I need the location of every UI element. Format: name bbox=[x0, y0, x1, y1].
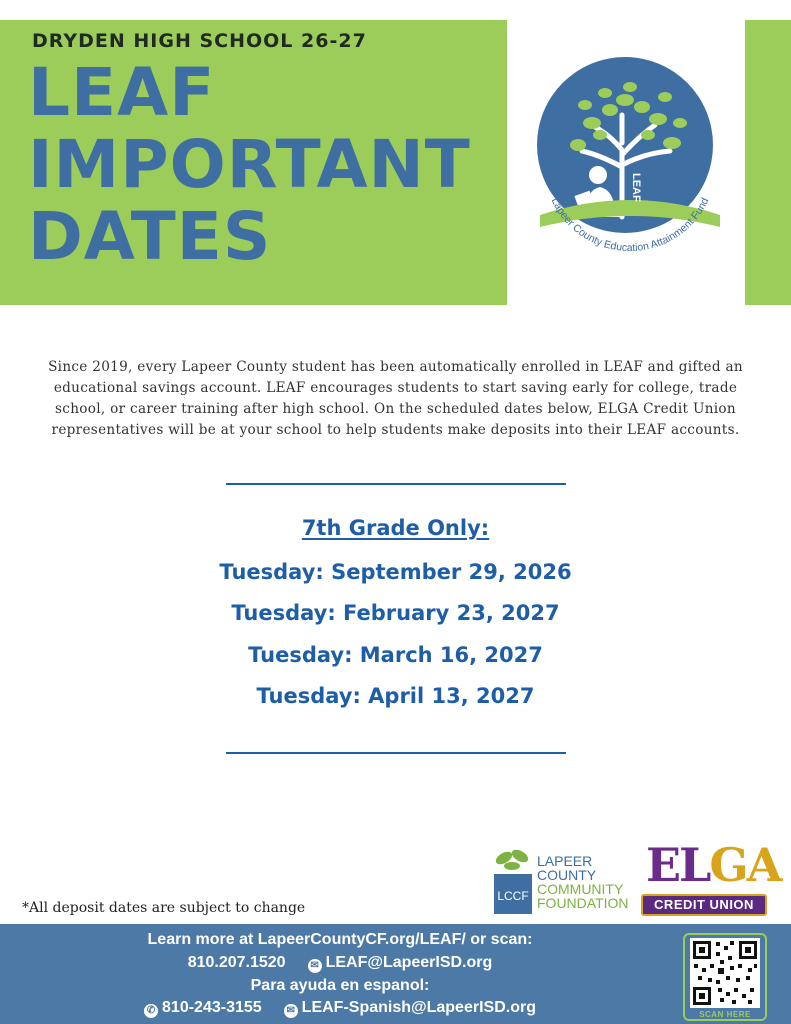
divider-top bbox=[226, 483, 566, 485]
lccf-line: COMMUNITY bbox=[537, 881, 624, 897]
footer-email[interactable]: LEAF@LapeerISD.org bbox=[325, 954, 493, 971]
footer-email-es[interactable]: LEAF-Spanish@LapeerISD.org bbox=[301, 999, 536, 1016]
elga-word-a: EL bbox=[646, 838, 710, 892]
date-item: Tuesday: February 23, 2027 bbox=[231, 601, 560, 625]
disclaimer-note: *All deposit dates are subject to change bbox=[22, 900, 306, 916]
date-item: Tuesday: March 16, 2027 bbox=[248, 643, 543, 667]
footer-phone-es[interactable]: 810-243-3155 bbox=[162, 999, 262, 1016]
lccf-line: FOUNDATION bbox=[537, 895, 629, 911]
schedule-heading: 7th Grade Only: bbox=[301, 516, 490, 540]
logo-ring-text: Lapeer County Education Attainment Fund bbox=[548, 195, 712, 255]
phone-icon: ✆ bbox=[144, 1004, 158, 1018]
leaves-icon bbox=[494, 848, 531, 870]
footer-spanish-row bbox=[0, 999, 680, 1018]
lccf-line: COUNTY bbox=[537, 867, 597, 883]
intro-paragraph: Since 2019, every Lapeer County student has been automatically enrolled in LEAF and gifted an educational savings account. LEAF encourages students to start saving early for college, trade school, or career training after high school. On the scheduled dates below, ELGA Credit Union representatives will be at your school to help students make deposits into their LEAF accounts. bbox=[48, 359, 743, 438]
elga-word-b: GA bbox=[709, 838, 781, 892]
email-icon: ✉ bbox=[308, 959, 322, 973]
elga-logo bbox=[646, 838, 780, 892]
leaf-logo bbox=[530, 55, 730, 270]
lccf-line: LAPEER bbox=[537, 853, 593, 869]
logo-letters: LEAF bbox=[630, 173, 642, 202]
email-icon: ✉ bbox=[284, 1004, 298, 1018]
footer-spanish-heading: Para ayuda en espanol: bbox=[250, 977, 430, 994]
title-line-2: IMPORTANT bbox=[28, 126, 471, 203]
lccf-name bbox=[537, 854, 629, 910]
divider-bottom bbox=[226, 752, 566, 754]
title-line-1: LEAF bbox=[28, 54, 216, 131]
footer-phone[interactable]: 810.207.1520 bbox=[187, 954, 286, 971]
elga-credit-union-bar: CREDIT UNION bbox=[641, 894, 767, 916]
qr-code-icon[interactable] bbox=[690, 938, 760, 1008]
title-line-3: DATES bbox=[28, 198, 272, 275]
school-label: DRYDEN HIGH SCHOOL 26-27 bbox=[32, 30, 367, 52]
side-accent-bar bbox=[745, 20, 791, 305]
footer-contact-row bbox=[0, 954, 680, 973]
date-item: Tuesday: September 29, 2026 bbox=[219, 560, 572, 584]
footer-learn-more: Learn more at LapeerCountyCF.org/LEAF/ or scan: bbox=[147, 931, 533, 948]
scan-here-label: SCAN HERE bbox=[699, 1010, 751, 1019]
lccf-mark: LCCF bbox=[497, 889, 529, 903]
date-item: Tuesday: April 13, 2027 bbox=[256, 684, 535, 708]
